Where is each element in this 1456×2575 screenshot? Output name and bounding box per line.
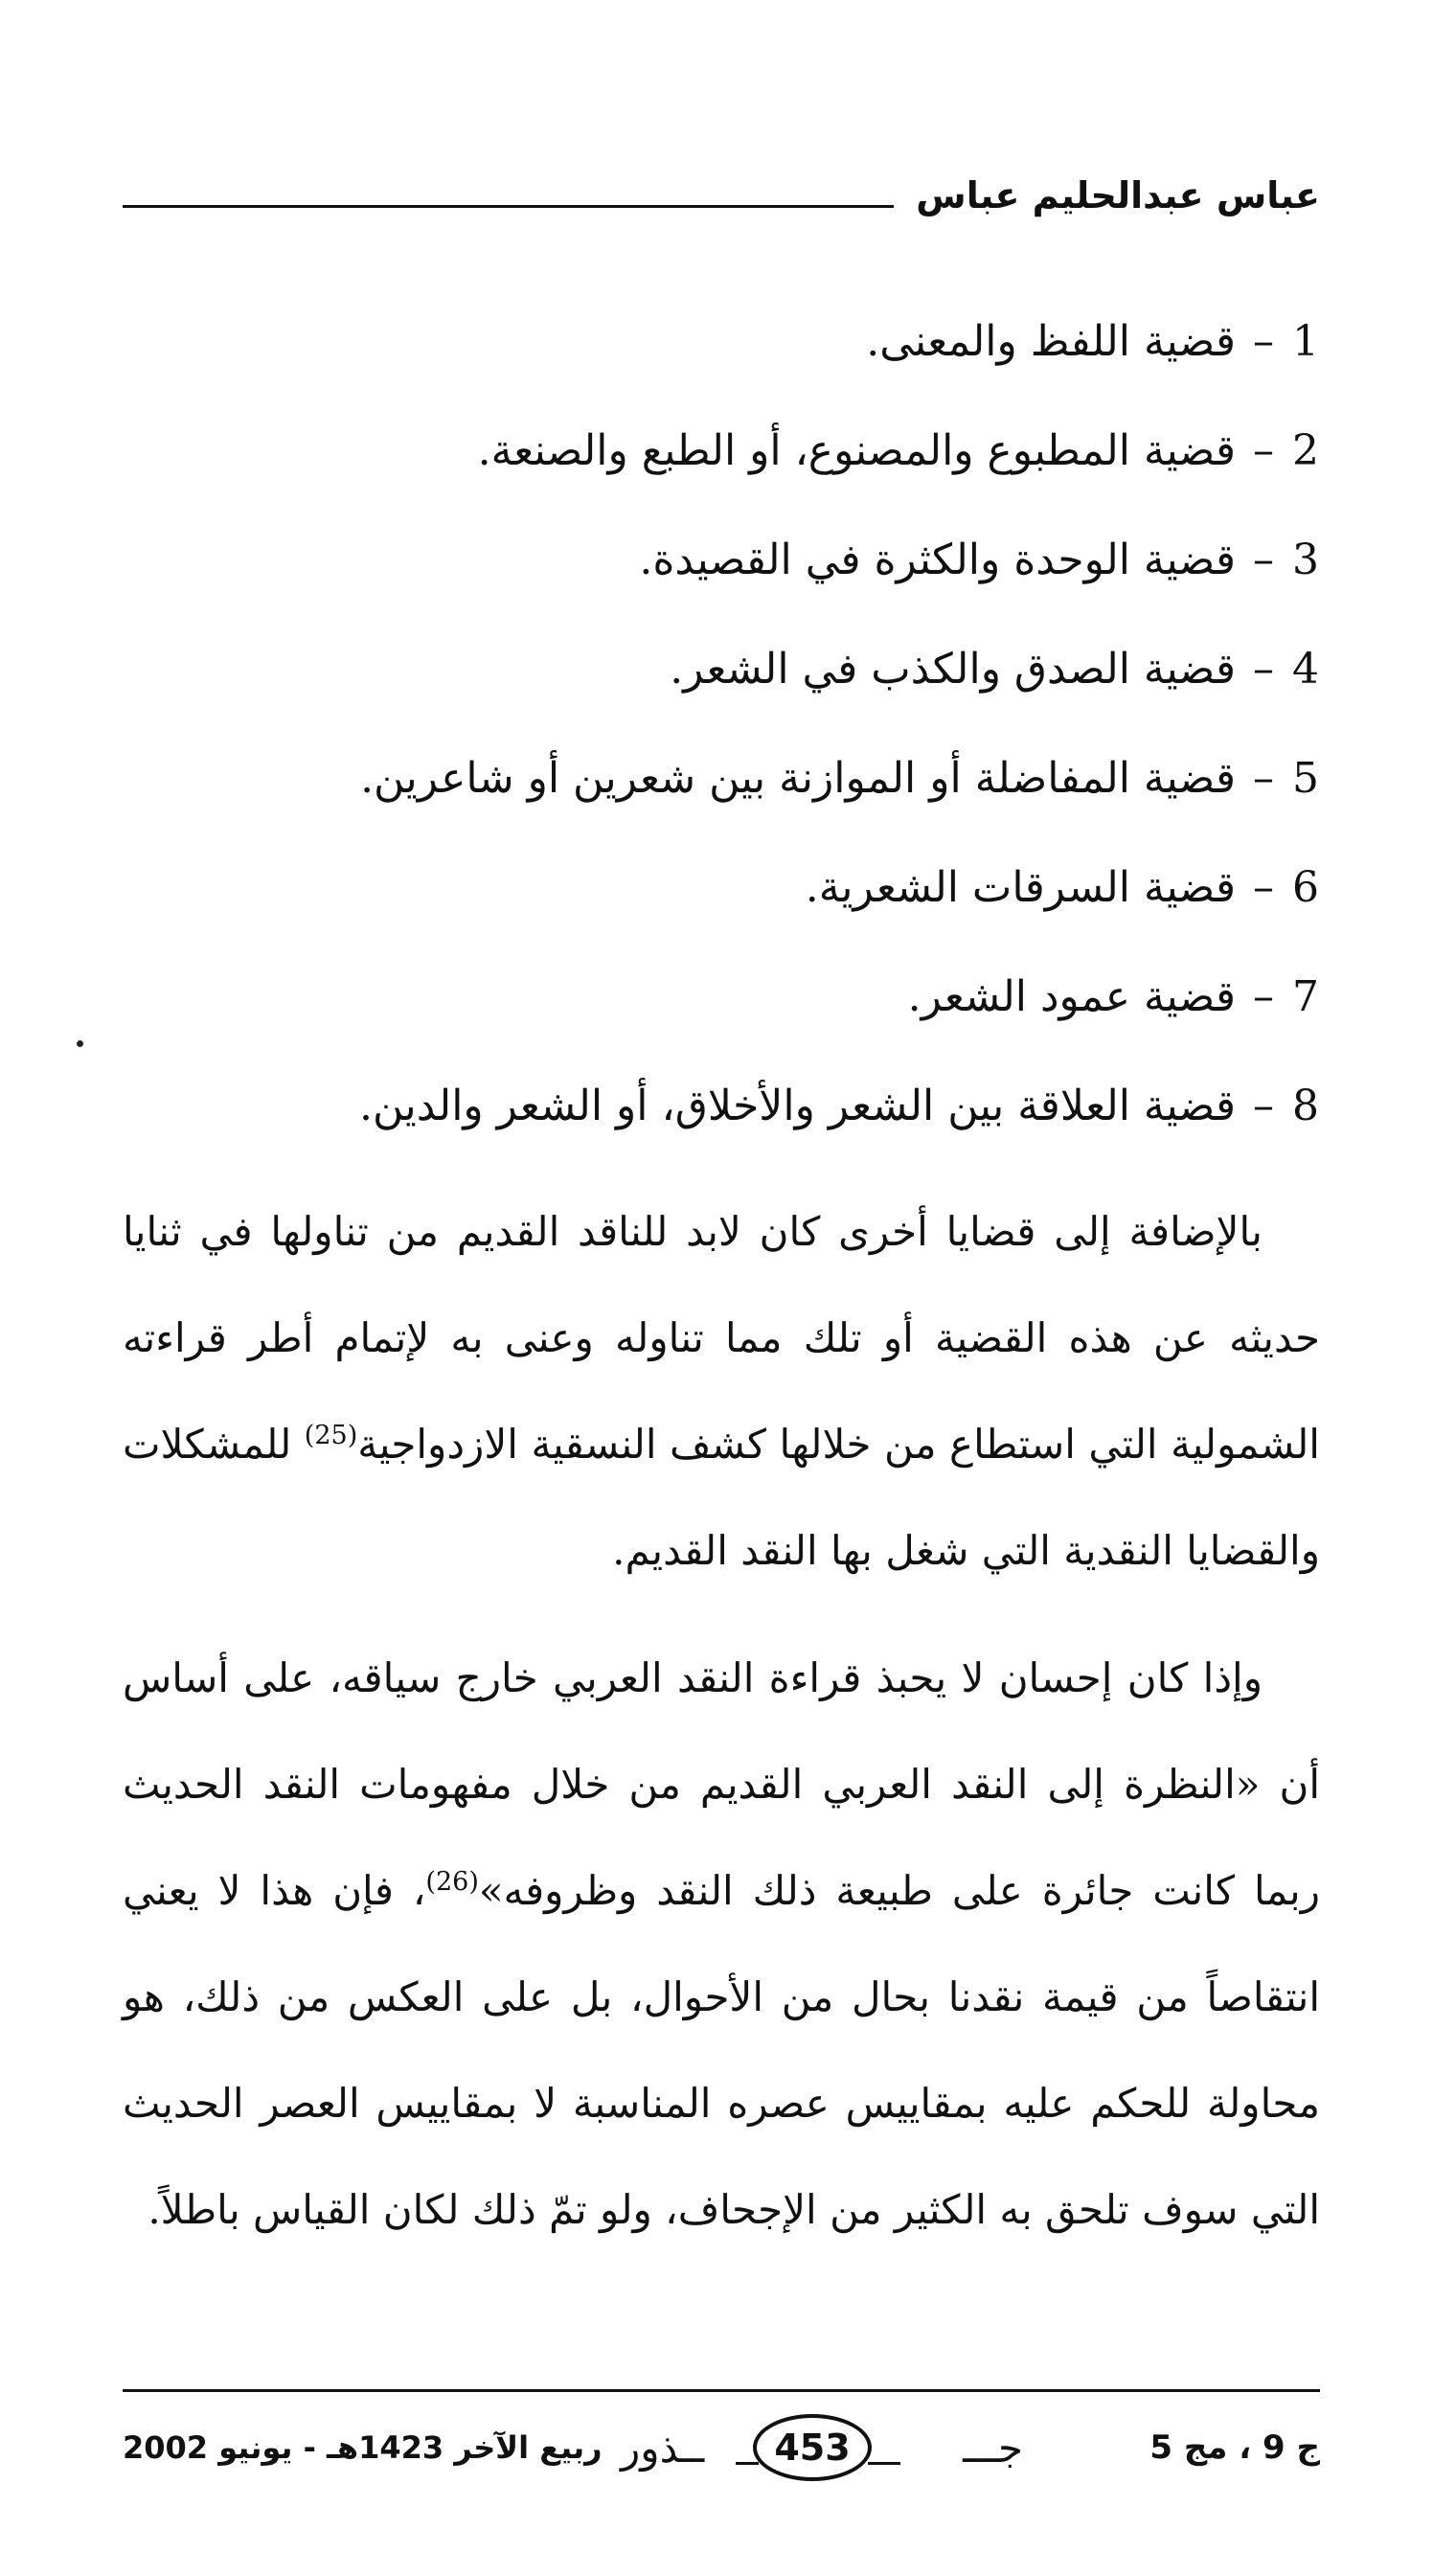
header-author: عباس عبدالحليم عباس — [916, 174, 1320, 216]
issues-list — [123, 287, 1320, 1161]
item-number: 7 — [1292, 972, 1319, 1021]
paragraph-text: بالإضافة إلى قضايا أخرى كان لابد للناقد القديم من تناولها في ثنايا حديثه عن هذه القضية أو تلك مما تناوله وعنى به لإتمام أطر قراءته الشمولية التي استطاع من خلالها كشف النسقية الازدواجية — [123, 1208, 1320, 1468]
issue-volume: ج 9 ، مج 5 — [1149, 2428, 1320, 2467]
logo-stroke — [736, 2462, 759, 2465]
paragraph-text: ، فإن هذا لا يعني انتقاصاً من قيمة نقدنا بحال من الأحوال، بل على العكس من ذلك، هو محاولة للحكم عليه بمقاييس عصره المناسبة لا بمقاييس العصر الحديث التي سوف تلحق به الكثير من الإجحاف، ولو تمّ ذلك لكان القياس باطلاً. — [123, 1867, 1320, 2233]
item-dash: – — [1253, 536, 1274, 584]
item-number: 2 — [1292, 426, 1319, 475]
list-item — [123, 833, 1320, 943]
item-text: قضية الصدق والكذب في الشعر. — [670, 645, 1236, 694]
journal-name-left: ــذور — [621, 2425, 705, 2472]
item-number: 4 — [1292, 645, 1319, 694]
page-number: 453 — [753, 2414, 872, 2481]
list-item — [123, 397, 1320, 506]
item-text: قضية العلاقة بين الشعر والأخلاق، أو الشعر والدين. — [358, 1082, 1236, 1130]
item-text: قضية المفاضلة أو الموازنة بين شعرين أو شاعرين. — [360, 754, 1236, 803]
item-dash: – — [1253, 645, 1274, 694]
paragraph-text: للمشكلات والقضايا النقدية التي شغل بها النقد القديم. — [123, 1421, 1320, 1574]
item-number: 1 — [1292, 317, 1319, 366]
scan-speck — [77, 1040, 83, 1047]
item-dash: – — [1253, 1082, 1274, 1130]
item-number: 8 — [1292, 1082, 1319, 1130]
item-text: قضية المطبوع والمصنوع، أو الطبع والصنعة. — [477, 426, 1236, 475]
journal-name-right: جـــ — [963, 2425, 1023, 2472]
item-text: قضية الوحدة والكثرة في القصيدة. — [639, 536, 1236, 584]
list-item — [123, 1052, 1320, 1161]
item-text: قضية السرقات الشعرية. — [805, 863, 1236, 912]
list-item — [123, 287, 1320, 397]
item-text: قضية اللفظ والمعنى. — [866, 317, 1236, 366]
item-dash: – — [1253, 317, 1274, 366]
item-number: 3 — [1292, 536, 1319, 584]
item-number: 5 — [1292, 754, 1319, 803]
running-header — [123, 171, 1320, 228]
header-rule — [123, 205, 894, 208]
publication-date: ربيع الآخر 1423هـ - يونيو 2002 — [123, 2429, 603, 2466]
paragraph-text: وإذا كان إحسان لا يحبذ قراءة النقد العربي خارج سياقه، على أساس أن «النظرة إلى النقد العربي القديم من خلال مفهومات النقد الحديث ربما كانت جائرة على طبيعة ذلك النقد وظروفه» — [123, 1654, 1321, 1914]
list-item — [123, 943, 1320, 1052]
list-item — [123, 724, 1320, 833]
item-dash: – — [1253, 754, 1274, 803]
paragraph — [123, 1625, 1320, 2263]
body-text — [123, 1178, 1320, 2263]
item-text: قضية عمود الشعر. — [907, 972, 1236, 1021]
paragraph — [123, 1178, 1320, 1604]
footnote-ref: (26) — [425, 1867, 479, 1897]
item-number: 6 — [1292, 863, 1319, 912]
journal-logo — [621, 2412, 1023, 2489]
item-dash: – — [1253, 863, 1274, 912]
item-dash: – — [1253, 972, 1274, 1021]
footnote-ref: (25) — [304, 1421, 358, 1450]
list-item — [123, 615, 1320, 724]
item-dash: – — [1253, 426, 1274, 475]
list-item — [123, 506, 1320, 615]
logo-stroke — [868, 2462, 900, 2465]
page-footer — [123, 2406, 1320, 2493]
footer-rule — [123, 2389, 1320, 2392]
